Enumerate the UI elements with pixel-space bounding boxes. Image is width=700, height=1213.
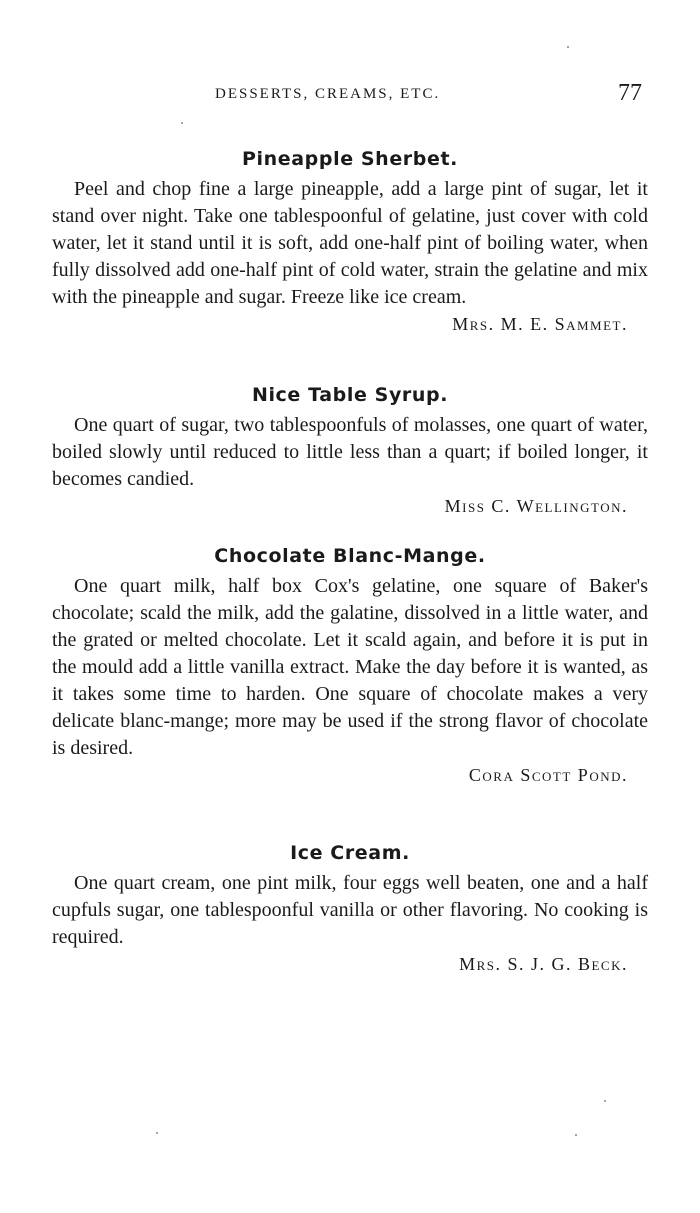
running-head: DESSERTS, CREAMS, ETC. bbox=[215, 86, 441, 102]
recipe-title: Chocolate Blanc-Mange. bbox=[214, 545, 486, 567]
recipe-body: One quart milk, half box Cox's gelatine, one square of Baker's chocolate; scald the milk, add the galatine, dissolved in a little water, and the grated or melted chocolate. Let it scald again, and before it is put in the mould add a little vanilla extract. Make the day before it is wanted, as it takes some time to harden. One square of chocolate makes a very delicate blanc-mange; more may be used if the strong flavor of chocolate is desired. bbox=[52, 575, 648, 759]
recipe-title: Pineapple Sherbet. bbox=[242, 148, 458, 170]
recipe-author: Cora Scott Pond. bbox=[468, 765, 628, 785]
paper-speck bbox=[181, 122, 183, 124]
page-header bbox=[0, 78, 700, 112]
recipe-pineapple-sherbet bbox=[52, 146, 648, 337]
recipe-title: Nice Table Syrup. bbox=[251, 384, 449, 406]
recipe-author: Mrs. M. E. Sammet. bbox=[452, 314, 628, 334]
recipe-ice-cream bbox=[52, 840, 648, 977]
recipe-body: Peel and chop fine a large pineapple, add a large pint of sugar, let it stand over night. Take one tablespoonful of gelatine, just cover with cold water, let it stand until it is soft, add one-half pint of boiling water, when fully dissolved add one-half pint of cold water, strain the gelatine and mix with the pineapple and sugar. Freeze like ice cream. bbox=[52, 178, 648, 308]
recipe-title: Ice Cream. bbox=[290, 842, 410, 864]
recipe-nice-table-syrup bbox=[52, 382, 648, 519]
recipe-body: One quart of sugar, two tablespoonfuls of molasses, one quart of water, boiled slowly until reduced to little less than a quart; if boiled longer, it becomes candied. bbox=[52, 414, 648, 490]
paper-speck bbox=[575, 1134, 577, 1136]
recipe-author: Mrs. S. J. G. Beck. bbox=[459, 954, 628, 974]
recipe-author: Miss C. Wellington. bbox=[444, 496, 628, 516]
page-number: 77 bbox=[618, 80, 642, 106]
paper-speck bbox=[156, 1132, 158, 1134]
recipe-chocolate-blanc-mange bbox=[52, 543, 648, 788]
paper-speck bbox=[567, 46, 569, 48]
paper-speck bbox=[604, 1100, 606, 1102]
recipe-body: One quart cream, one pint milk, four eggs well beaten, one and a half cupfuls sugar, one tablespoonful vanilla or other flavoring. No cooking is required. bbox=[52, 872, 648, 948]
